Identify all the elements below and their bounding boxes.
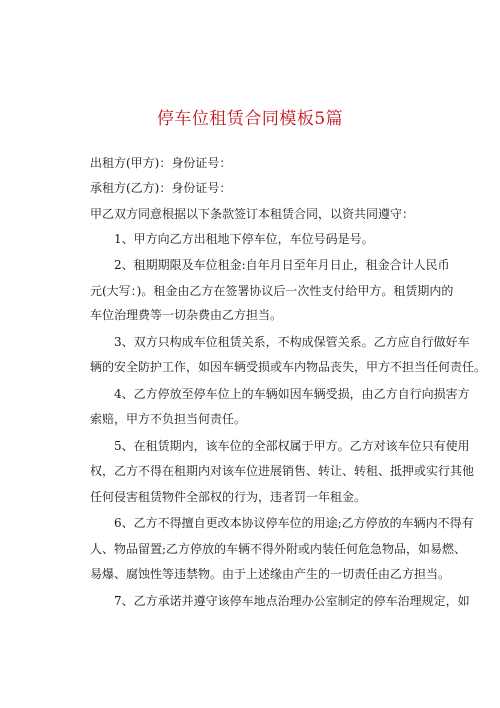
clause-5-line-2	[90, 464, 475, 478]
clause-3-line-2	[90, 360, 487, 374]
clause-4-line-2	[90, 412, 442, 426]
clause-2-text-2: 元(大写：)。租金由乙方在签署协议后一次性支付给甲方。租赁期内的	[90, 284, 454, 298]
clause-6-text-1: 6、乙方不得擅自更改本协议停车位的用途;乙方停放的车辆内不得有	[114, 516, 474, 530]
clause-2-line-2	[90, 284, 454, 298]
intro-paragraph	[90, 207, 442, 221]
clause-3-line-1	[114, 335, 470, 349]
clause-6-line-2	[90, 542, 467, 556]
clause-4-line-1	[114, 387, 470, 401]
clause-7-line-1	[114, 594, 470, 608]
clause-6-text-3: 易爆、腐蚀性等违禁物。由于上述缘由产生的一切责任由乙方担当。	[90, 567, 451, 581]
lessee-line	[90, 181, 442, 195]
clause-2-text-3: 车位治理费等一切杂费由乙方担当。	[90, 308, 283, 322]
clause-5-line-1	[114, 439, 470, 453]
lessor-text: 出租方(甲方)：身份证号：	[90, 156, 232, 170]
clause-2-text-1: 2、租期期限及车位租金:自年月日至年月日止，租金合计人民币	[114, 258, 450, 272]
clause-2-line-3	[90, 308, 442, 322]
clause-4-text-2: 索赔，甲方不负担当何责任。	[90, 412, 247, 426]
clause-3-text-1: 3、双方只构成车位租赁关系，不构成保管关系。乙方应自行做好车	[114, 335, 470, 349]
clause-5-text-1: 5、在租赁期内，该车位的全部权属于甲方。乙方对该车位只有使用	[114, 439, 470, 453]
intro-text: 甲乙双方同意根据以下条款签订本租赁合同，以资共同遵守：	[90, 207, 415, 221]
clause-5-text-2: 权，乙方不得在租期内对该车位进展销售、转让、转租、抵押或实行其他	[90, 464, 475, 478]
lessor-line	[90, 156, 442, 170]
clause-4-text-1: 4、乙方停放至停车位上的车辆如因车辆受损，由乙方自行向损害方	[114, 387, 470, 401]
clause-1	[114, 232, 466, 246]
clause-6-line-3	[90, 567, 451, 581]
clause-3-text-2: 辆的安全防护工作，如因车辆受损或车内物品丧失，甲方不担当任何责任。	[90, 360, 487, 374]
clause-2-line-1	[114, 258, 466, 272]
clause-6-text-2: 人、物品留置;乙方停放的车辆不得外附或内装任何危急物品，如易燃、	[90, 542, 467, 556]
clause-7-text-1: 7、乙方承诺并遵守该停车地点治理办公室制定的停车治理规定，如	[114, 594, 470, 608]
document-title: 停车位租赁合同模板5篇	[156, 109, 344, 129]
clause-5-text-3: 任何侵害租赁物件全部权的行为，违者罚一年租金。	[90, 490, 367, 504]
clause-6-line-1	[114, 516, 474, 530]
lessee-text: 承租方(乙方)：身份证号：	[90, 181, 232, 195]
clause-1-text: 1、甲方向乙方出租地下停车位，车位号码是号。	[114, 232, 374, 246]
clause-5-line-3	[90, 490, 442, 504]
